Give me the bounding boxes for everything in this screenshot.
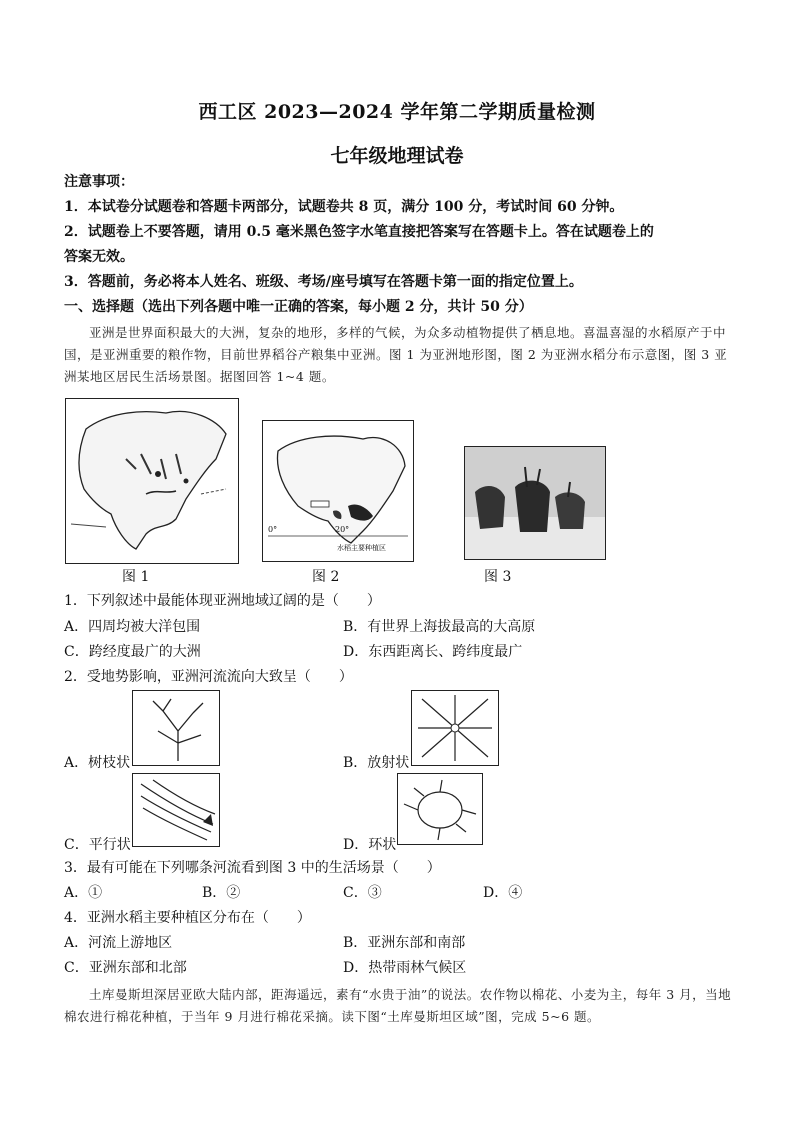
q1-option-d[interactable]: D．东西距离长、跨纬度最广 [343,644,523,660]
figure-3-caption: 图 3 [484,569,512,585]
q1-option-c[interactable]: C．跨经度最广的大洲 [64,644,201,660]
q2-option-a[interactable]: A．树枝状 [64,755,131,771]
figure-2-caption: 图 2 [312,569,340,585]
q4-option-b[interactable]: B．亚洲东部和南部 [343,935,466,951]
exam-title: 西工区 2023—2024 学年第二学期质量检测 [198,101,596,123]
notice-item-2-cont: 答案无效。 [64,249,134,265]
q2-figure-b-radial [411,690,499,766]
q2-option-b[interactable]: B．放射状 [343,755,410,771]
q1-option-a[interactable]: A．四周均被大洋包围 [64,619,201,635]
section-heading: 一、选择题（选出下列各题中唯一正确的答案，每小题 2 分，共计 50 分） [64,299,533,315]
q3-stem: 3．最有可能在下列哪条河流看到图 3 中的生活场景（ ） [64,860,441,876]
q2-option-c[interactable]: C．平行状 [64,837,131,853]
figure-3-residents-photo [464,446,606,560]
figure-1-asia-terrain-map [65,398,239,564]
q2-figure-d-ring [397,773,483,845]
notice-heading: 注意事项： [64,174,134,190]
q2-figure-c-parallel [132,773,220,847]
q4-option-c[interactable]: C．亚洲东部和北部 [64,960,187,976]
q3-option-c[interactable]: C．③ [343,885,382,901]
figure-1-caption: 图 1 [122,569,150,585]
intro-paragraph-1: 亚洲是世界面积最大的大洲，复杂的地形，多样的气候，为众多动植物提供了栖息地。喜温喜湿的水稻原产于中国，是亚洲重要的粮作物，目前世界稻谷产粮集中亚洲。图 1 为亚洲地形图，图 2 为亚洲水稻分布示意图，图 3 亚洲某地区居民生活场景图。据图回答 1~4 题。 [64,325,728,384]
figure-2-latitude-0: 0° [268,525,278,534]
q4-option-d[interactable]: D．热带雨林气候区 [343,960,467,976]
figure-2-rice-distribution-map [262,420,414,562]
q4-stem: 4．亚洲水稻主要种植区分布在（ ） [64,910,311,926]
intro-paragraph-2: 土库曼斯坦深居亚欧大陆内部，距海遥远，素有“水贵于油”的说法。农作物以棉花、小麦为主，每年 3 月，当地棉农进行棉花种植，于当年 9 月进行棉花采摘。读下图“土库曼斯坦区域”图，完成 5~6 题。 [64,987,732,1024]
q1-option-b[interactable]: B．有世界上海拔最高的大高原 [343,619,536,635]
notice-item-2: 2．试题卷上不要答题，请用 0.5 毫米黑色签字水笔直接把答案写在答题卡上。答在试题卷上的 [64,224,654,240]
q3-option-b[interactable]: B．② [202,885,241,901]
q3-option-d[interactable]: D．④ [483,885,523,901]
q2-figure-a-dendritic [132,690,220,766]
q1-stem: 1．下列叙述中最能体现亚洲地域辽阔的是（ ） [64,593,381,609]
notice-item-1: 1．本试卷分试题卷和答题卡两部分，试题卷共 8 页，满分 100 分，考试时间 60 分钟。 [64,199,624,215]
q2-option-d[interactable]: D．环状 [343,837,397,853]
q3-option-a[interactable]: A．① [64,885,103,901]
figure-2-latitude-20: 20° [335,525,350,534]
q4-option-a[interactable]: A．河流上游地区 [64,935,173,951]
q2-stem: 2．受地势影响，亚洲河流流向大致呈（ ） [64,669,353,685]
figure-2-legend: 水稻主要种植区 [337,544,386,552]
notice-item-3: 3．答题前，务必将本人姓名、班级、考场/座号填写在答题卡第一面的指定位置上。 [64,274,583,290]
exam-subtitle: 七年级地理试卷 [330,145,464,167]
